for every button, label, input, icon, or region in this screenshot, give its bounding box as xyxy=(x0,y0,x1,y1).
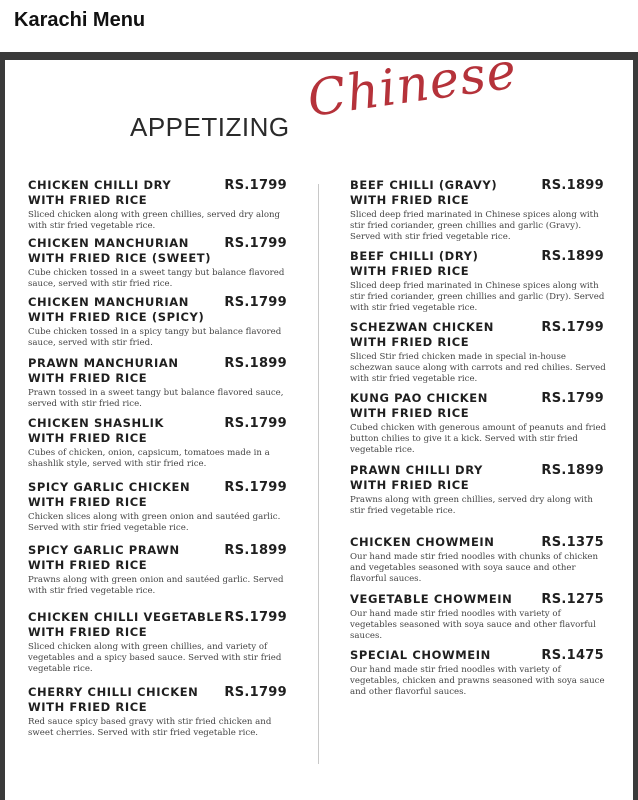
menu-item xyxy=(350,535,610,585)
menu-item xyxy=(28,356,293,410)
menu-item-price: RS.1799 xyxy=(224,178,287,193)
menu-item-name-line1: SPICY GARLIC CHICKEN xyxy=(28,480,191,494)
menu-item-price: RS.1799 xyxy=(224,685,287,700)
menu-item-name-line1: CHERRY CHILLI CHICKEN xyxy=(28,685,199,699)
menu-item-description: Cubed chicken with generous amount of peanuts and fried button chilies to give it a kick. Served with stir fried vegetable rice. xyxy=(350,423,607,455)
menu-item-name-line2: WITH FRIED RICE xyxy=(350,406,470,420)
menu-item-name-line1: BEEF CHILLI (GRAVY) xyxy=(350,178,498,192)
menu-item-description: Cube chicken tossed in a spicy tangy but balance flavored sauce, served with stir fried. xyxy=(28,327,282,348)
menu-item-description: Chicken slices along with green onion and sautéed garlic. Served with stir fried vegetable rice. xyxy=(28,512,281,533)
menu-item-description: Our hand made stir fried noodles with chunks of chicken and vegetables seasoned with soya sauce and other flavorful sauces. xyxy=(350,552,599,584)
menu-item-name-line1: BEEF CHILLI (DRY) xyxy=(350,249,479,263)
menu-item-name-line1: PRAWN MANCHURIAN xyxy=(28,356,179,370)
menu-item-price: RS.1799 xyxy=(224,236,287,251)
menu-item-description: Our hand made stir fried noodles with variety of vegetables seasoned with soya sauce and other flavorful sauces. xyxy=(350,609,596,641)
menu-item-name-line2: WITH FRIED RICE xyxy=(28,371,148,385)
menu-item-description: Sliced chicken along with green chillies, served dry along with stir fried vegetable rice. xyxy=(28,210,281,231)
menu-item-description: Sliced chicken along with green chillies, and variety of vegetables and a spicy based sauce. Served with stir fried vegetable rice. xyxy=(28,642,282,674)
menu-item-price: RS.1799 xyxy=(541,320,604,335)
menu-item-description: Red sauce spicy based gravy with stir fried chicken and sweet cherries. Served with stir fried vegetable rice. xyxy=(28,717,272,738)
menu-item-price: RS.1799 xyxy=(224,610,287,625)
menu-item-name-line2: WITH FRIED RICE xyxy=(350,264,470,278)
menu-item-name-line2: WITH FRIED RICE xyxy=(350,478,470,492)
menu-item-name-line2: WITH FRIED RICE xyxy=(28,431,148,445)
menu-item-price: RS.1899 xyxy=(224,356,287,371)
menu-item-price: RS.1475 xyxy=(541,648,604,663)
menu-item-name-line2: WITH FRIED RICE xyxy=(28,700,148,714)
menu-item-price: RS.1799 xyxy=(224,416,287,431)
menu-item xyxy=(28,236,293,290)
menu-item-price: RS.1375 xyxy=(541,535,604,550)
menu-item xyxy=(28,610,293,675)
menu-item-price: RS.1899 xyxy=(541,249,604,264)
menu-item-name-line1: CHICKEN CHILLI VEGETABLE xyxy=(28,610,223,624)
menu-item-name-line1: CHICKEN MANCHURIAN xyxy=(28,236,190,250)
menu-item xyxy=(350,249,610,314)
menu-item-price: RS.1899 xyxy=(541,463,604,478)
column-divider xyxy=(318,184,319,764)
menu-item-price: RS.1799 xyxy=(541,391,604,406)
menu-item-name-line1: CHICKEN MANCHURIAN xyxy=(28,295,190,309)
menu-item-name-line2: WITH FRIED RICE (SWEET) xyxy=(28,251,212,265)
menu-item-price: RS.1899 xyxy=(541,178,604,193)
menu-item-price: RS.1799 xyxy=(224,295,287,310)
menu-item-description: Cube chicken tossed in a sweet tangy but balance flavored sauce, served with stir fried rice. xyxy=(28,268,285,289)
menu-item-name-line1: SCHEZWAN CHICKEN xyxy=(350,320,495,334)
menu-item-name-line1: PRAWN CHILLI DRY xyxy=(350,463,483,477)
menu-item xyxy=(350,592,610,642)
page-title: Karachi Menu xyxy=(14,9,146,31)
menu-item-name-line1: CHICKEN CHOWMEIN xyxy=(350,535,495,549)
heading-appetizing: APPETIZING xyxy=(130,112,290,142)
menu-item-description: Prawns along with green chillies, served dry along with stir fried vegetable rice. xyxy=(350,495,593,516)
menu-item-name-line2: WITH FRIED RICE xyxy=(350,335,470,349)
menu-item-name-line2: WITH FRIED RICE xyxy=(350,193,470,207)
menu-item xyxy=(28,295,293,349)
menu-item xyxy=(350,463,610,517)
menu-item-description: Sliced Stir fried chicken made in special in-house schezwan sauce along with carrots and red chilies. Served with stir fried vegetable rice. xyxy=(350,352,606,384)
menu-item-description: Sliced deep fried marinated in Chinese spices along with stir fried coriander, green chillies and garlic (Gravy). Served with stir fried vegetable rice. xyxy=(350,210,599,242)
menu-item xyxy=(28,480,293,534)
menu-item-price: RS.1275 xyxy=(541,592,604,607)
menu-item-name-line2: WITH FRIED RICE xyxy=(28,193,148,207)
menu-item xyxy=(350,178,610,243)
menu-item-name-line1: SPECIAL CHOWMEIN xyxy=(350,648,491,662)
menu-item-name-line1: KUNG PAO CHICKEN xyxy=(350,391,488,405)
menu-item xyxy=(28,685,293,739)
menu-item-description: Sliced deep fried marinated in Chinese spices along with stir fried coriander, green chillies and garlic (Dry). Served with stir fried vegetable rice. xyxy=(350,281,605,313)
menu-item-description: Prawn tossed in a sweet tangy but balance flavored sauce, served with stir fried rice. xyxy=(28,388,284,409)
menu-item-description: Our hand made stir fried noodles with variety of vegetables, chicken and prawns seasoned with soya sauce and other flavorful sauces. xyxy=(350,665,605,697)
menu-item-name-line1: CHICKEN CHILLI DRY xyxy=(28,178,172,192)
menu-item xyxy=(350,320,610,385)
menu-item xyxy=(28,543,293,597)
menu-item xyxy=(28,416,293,470)
menu-item-name-line1: VEGETABLE CHOWMEIN xyxy=(350,592,513,606)
menu-item-price: RS.1899 xyxy=(224,543,287,558)
menu-item xyxy=(350,391,610,456)
menu-item xyxy=(28,178,293,232)
heading-chinese-script: Chinese xyxy=(303,41,521,128)
menu-item-description: Prawns along with green onion and sautéed garlic. Served with stir fried vegetable rice. xyxy=(28,575,284,596)
menu-item-name-line2: WITH FRIED RICE (SPICY) xyxy=(28,310,205,324)
menu-item xyxy=(350,648,610,698)
menu-item-name-line2: WITH FRIED RICE xyxy=(28,558,148,572)
menu-item-price: RS.1799 xyxy=(224,480,287,495)
menu-item-name-line2: WITH FRIED RICE xyxy=(28,625,148,639)
menu-item-name-line2: WITH FRIED RICE xyxy=(28,495,148,509)
menu-item-description: Cubes of chicken, onion, capsicum, tomatoes made in a shashlik style, served with stir fried rice. xyxy=(28,448,270,469)
menu-item-name-line1: CHICKEN SHASHLIK xyxy=(28,416,165,430)
menu-heading xyxy=(126,41,526,152)
menu-item-name-line1: SPICY GARLIC PRAWN xyxy=(28,543,180,557)
